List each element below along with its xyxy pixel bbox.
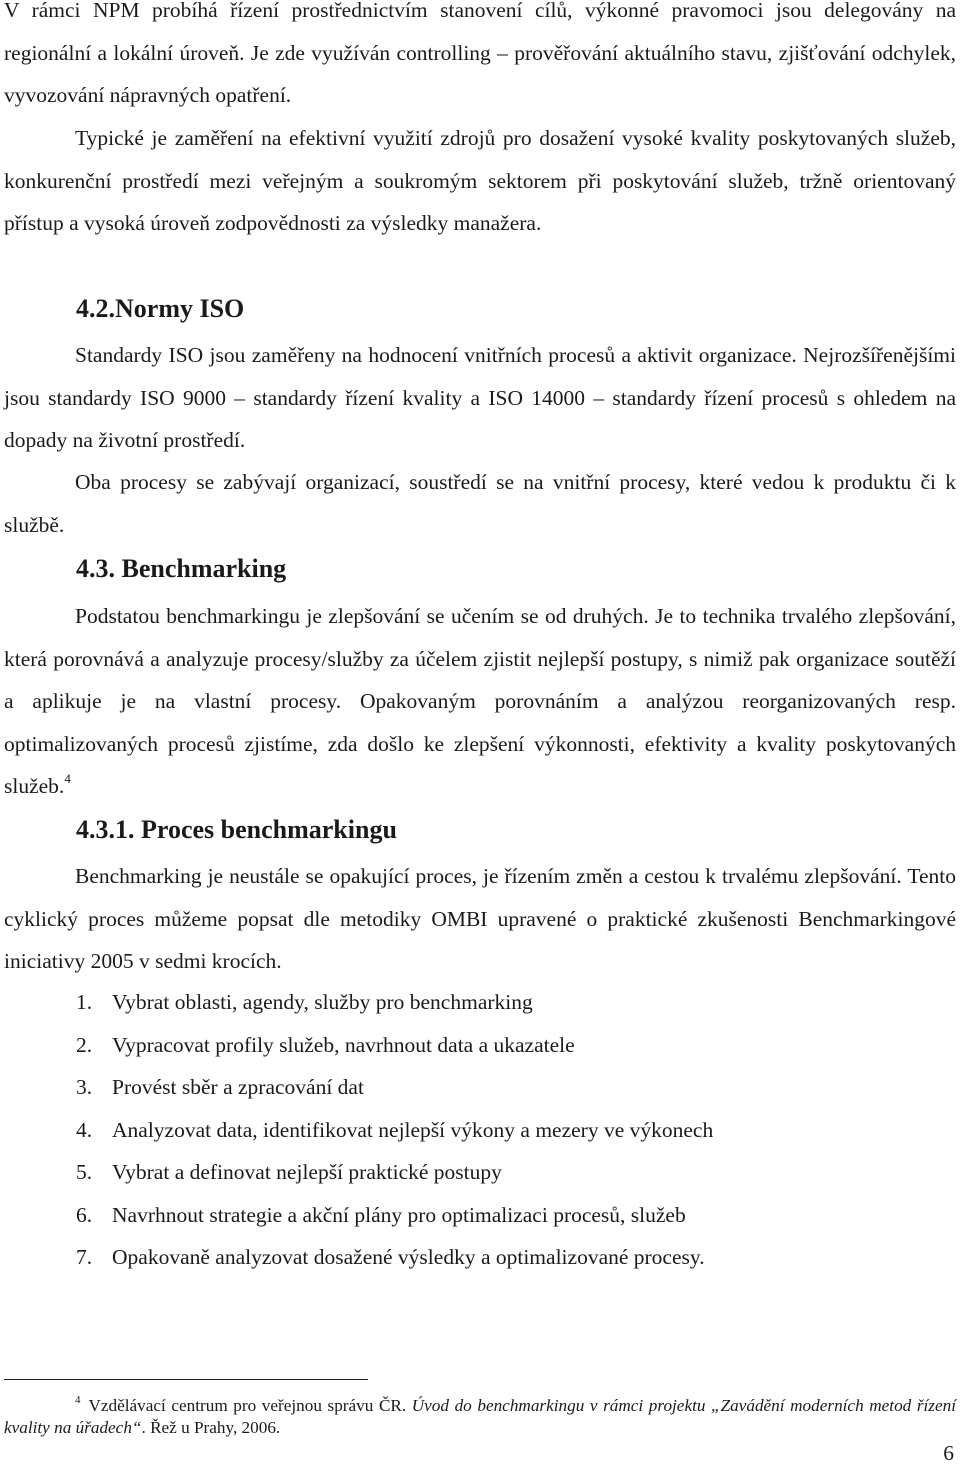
heading-title: Proces benchmarkingu bbox=[141, 815, 397, 844]
heading-title: Benchmarking bbox=[121, 554, 287, 583]
list-item-number: 3. bbox=[76, 1075, 93, 1099]
paragraph-npm: V rámci NPM probíhá řízení prostřednictvím stanovení cílů, výkonné pravomoci jsou delegovány na regionální a lokální úroveň. Je zde využíván controlling – prověřování aktuálního stavu, zjišťování odchylek, vyvozování nápravných opatření. bbox=[4, 0, 956, 107]
footnote-separator bbox=[4, 1379, 368, 1380]
heading-benchmarking bbox=[76, 553, 286, 585]
list-item bbox=[76, 1072, 364, 1102]
list-item-number: 5. bbox=[76, 1160, 93, 1184]
list-item bbox=[76, 1242, 705, 1272]
page-number: 6 bbox=[943, 1441, 954, 1465]
list-item-number: 4. bbox=[76, 1118, 93, 1142]
paragraph-proces: Benchmarking je neustále se opakující proces, je řízením změn a cestou k trvalému zlepšování. Tento cyklický proces můžeme popsat dle metodiky OMBI upravené o praktické zkušenosti Benchmarkingové iniciativy 2005 v sedmi krocích. bbox=[4, 864, 956, 973]
list-item-number: 7. bbox=[76, 1245, 93, 1269]
list-item-number: 2. bbox=[76, 1033, 93, 1057]
paragraph-podstatou bbox=[4, 595, 956, 808]
heading-title: Normy ISO bbox=[115, 294, 245, 323]
list-item-text: Navrhnout strategie a akční plány pro optimalizaci procesů, služeb bbox=[112, 1203, 686, 1227]
footnote-text: Vzdělávací centrum pro veřejnou správu ČR. bbox=[88, 1396, 407, 1415]
footnote bbox=[4, 1395, 956, 1439]
paragraph-oba-procesy: Oba procesy se zabývají organizací, soustředí se na vnitřní procesy, které vedou k produktu či k službě. bbox=[4, 470, 956, 537]
heading-number: 4.3. bbox=[76, 554, 115, 583]
list-item-text: Vybrat oblasti, agendy, služby pro benchmarking bbox=[112, 990, 533, 1014]
list-item-text: Vybrat a definovat nejlepší praktické postupy bbox=[112, 1160, 502, 1184]
list-item-number: 6. bbox=[76, 1203, 93, 1227]
list-item-text: Analyzovat data, identifikovat nejlepší výkony a mezery ve výkonech bbox=[112, 1118, 714, 1142]
list-item bbox=[76, 1115, 713, 1145]
list-item bbox=[76, 987, 533, 1017]
list-item-text: Vypracovat profily služeb, navrhnout data a ukazatele bbox=[112, 1033, 575, 1057]
footnote-title-italic: Úvod do benchmarkingu v rámci projektu „Zavádění moderních metod řízení kvality na úřadech“ bbox=[4, 1396, 956, 1437]
footnote-reference bbox=[64, 771, 71, 786]
list-item bbox=[76, 1030, 575, 1060]
paragraph-standardy-iso: Standardy ISO jsou zaměřeny na hodnocení vnitřních procesů a aktivit organizace. Nejrozšířenějšími jsou standardy ISO 9000 – standardy řízení kvality a ISO 14000 – standardy řízení procesů s ohledem na dopady na životní prostředí. bbox=[4, 343, 956, 452]
paragraph-text: Podstatou benchmarkingu je zlepšování se učením se od druhých. Je to technika trvalého zlepšování, která porovnává a analyzuje procesy/služby za účelem zjistit nejlepší postupy, s nimiž pak organizace soutěží a aplikuje je na vlastní procesy. Opakovaným porovnáním a analýzou reorganizovaných resp. optimalizovaných procesů zjistíme, zda došlo ke zlepšení výkonnosti, efektivity a kvality poskytovaných služeb. bbox=[4, 604, 956, 798]
heading-number: 4.3.1. bbox=[76, 815, 135, 844]
heading-normy-iso bbox=[76, 293, 244, 325]
paragraph-typicke: Typické je zaměření na efektivní využití zdrojů pro dosažení vysoké kvality poskytovaných služeb, konkurenční prostředí mezi veřejným a soukromým sektorem při poskytování služeb, tržně orientovaný přístup a vysoká úroveň zodpovědnosti za výsledky manažera. bbox=[4, 126, 956, 235]
list-item bbox=[76, 1200, 686, 1230]
list-item-number: 1. bbox=[76, 990, 93, 1014]
list-item-text: Provést sběr a zpracování dat bbox=[112, 1075, 364, 1099]
list-item-text: Opakovaně analyzovat dosažené výsledky a optimalizované procesy. bbox=[112, 1245, 705, 1269]
list-item bbox=[76, 1157, 502, 1187]
footnote-ref-number: 4 bbox=[64, 771, 71, 786]
footnote-text-end: . Řež u Prahy, 2006. bbox=[141, 1418, 281, 1437]
heading-proces-benchmarkingu bbox=[76, 814, 397, 846]
footnote-index: 4 bbox=[75, 1394, 81, 1406]
heading-number: 4.2. bbox=[76, 294, 115, 323]
